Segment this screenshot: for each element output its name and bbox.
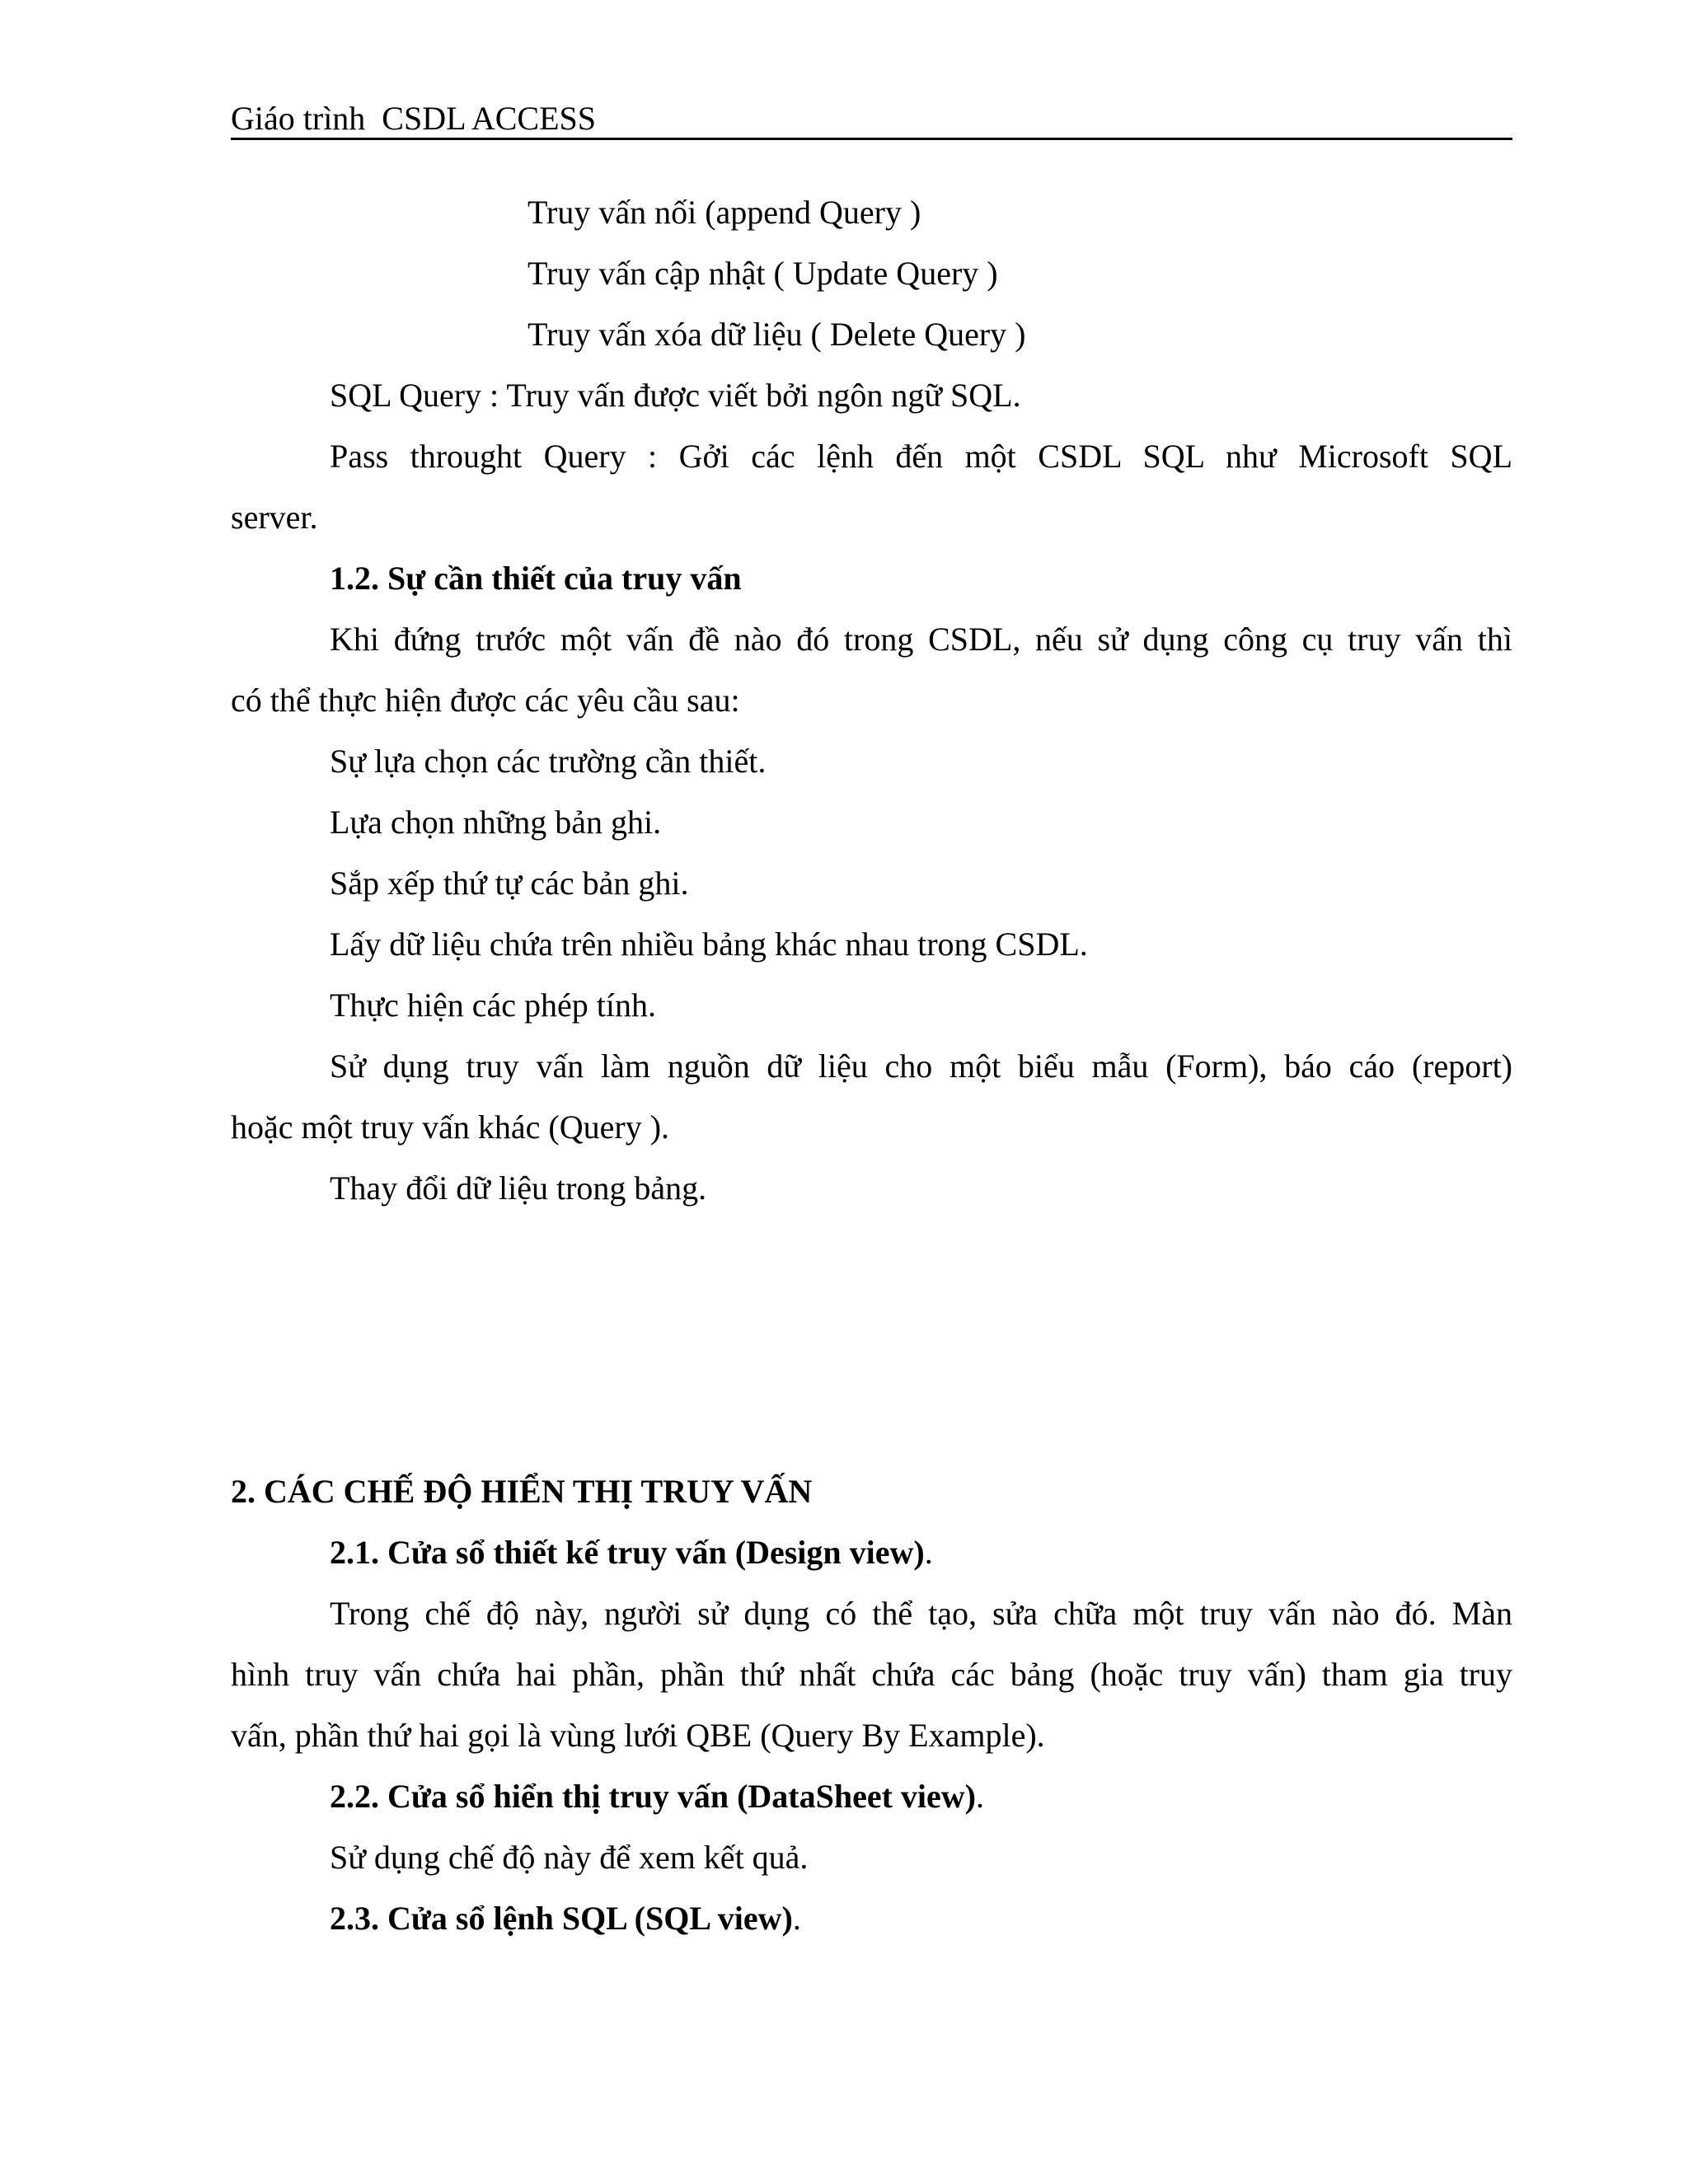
list-item-requirement: Thực hiện các phép tính. — [330, 987, 656, 1024]
page-header — [231, 92, 1512, 140]
paragraph-2-1-line1: Trong chế độ này, người sử dụng có thể tạo, sửa chữa một truy vấn nào đó. Màn — [330, 1595, 1512, 1632]
list-item-delete-query: Truy vấn xóa dữ liệu ( Delete Query ) — [528, 316, 1026, 353]
section-2-3-heading-period: . — [792, 1900, 801, 1937]
section-2-1-heading — [330, 1532, 933, 1573]
section-2-1-heading-text: 2.1. Cửa sổ thiết kế truy vấn (Design view) — [330, 1534, 925, 1571]
list-item-requirement: Sắp xếp thứ tự các bản ghi. — [330, 865, 689, 902]
section-2-3-heading — [330, 1898, 801, 1939]
paragraph-1-2-intro-line1: Khi đứng trước một vấn đề nào đó trong CSDL, nếu sử dụng công cụ truy vấn thì — [330, 621, 1512, 658]
section-2-heading: 2. CÁC CHẾ ĐỘ HIỂN THỊ TRUY VẤN — [231, 1473, 813, 1510]
section-2-2-heading-period: . — [975, 1778, 984, 1815]
list-item-append-query: Truy vấn nối (append Query ) — [528, 194, 921, 231]
section-2-1-heading-period: . — [924, 1534, 933, 1571]
list-item-requirement: Lấy dữ liệu chứa trên nhiều bảng khác nhau trong CSDL. — [330, 926, 1088, 963]
paragraph-2-1-line2: hình truy vấn chứa hai phần, phần thứ nhất chứa các bảng (hoặc truy vấn) tham gia truy — [231, 1656, 1512, 1693]
section-2-2-heading — [330, 1776, 984, 1817]
section-2-2-heading-text: 2.2. Cửa sổ hiển thị truy vấn (DataSheet view) — [330, 1778, 976, 1815]
paragraph-1-2-intro-line2: có thể thực hiện được các yêu cầu sau: — [231, 682, 740, 719]
section-1-2-heading: 1.2. Sự cần thiết của truy vấn — [330, 560, 742, 597]
page-header-title: Giáo trình CSDL ACCESS — [231, 100, 597, 137]
paragraph-pass-through-line1: Pass throught Query : Gởi các lệnh đến một CSDL SQL như Microsoft SQL — [330, 438, 1512, 475]
paragraph-use-as-source-line1: Sử dụng truy vấn làm nguồn dữ liệu cho một biểu mẫu (Form), báo cáo (report) — [330, 1047, 1512, 1085]
paragraph-sql-query: SQL Query : Truy vấn được viết bởi ngôn ngữ SQL. — [330, 377, 1021, 414]
list-item-requirement: Sự lựa chọn các trường cần thiết. — [330, 743, 767, 780]
paragraph-change-data: Thay đổi dữ liệu trong bảng. — [330, 1169, 707, 1207]
paragraph-2-1-line3: vấn, phần thứ hai gọi là vùng lưới QBE (Query By Example). — [231, 1717, 1045, 1754]
section-2-3-heading-text: 2.3. Cửa sổ lệnh SQL (SQL view) — [330, 1900, 793, 1937]
list-item-requirement: Lựa chọn những bản ghi. — [330, 804, 662, 841]
paragraph-use-as-source-line2: hoặc một truy vấn khác (Query ). — [231, 1108, 670, 1146]
paragraph-2-2-body: Sử dụng chế độ này để xem kết quả. — [330, 1839, 809, 1876]
list-item-update-query: Truy vấn cập nhật ( Update Query ) — [528, 255, 998, 292]
paragraph-pass-through-line2: server. — [231, 499, 318, 536]
